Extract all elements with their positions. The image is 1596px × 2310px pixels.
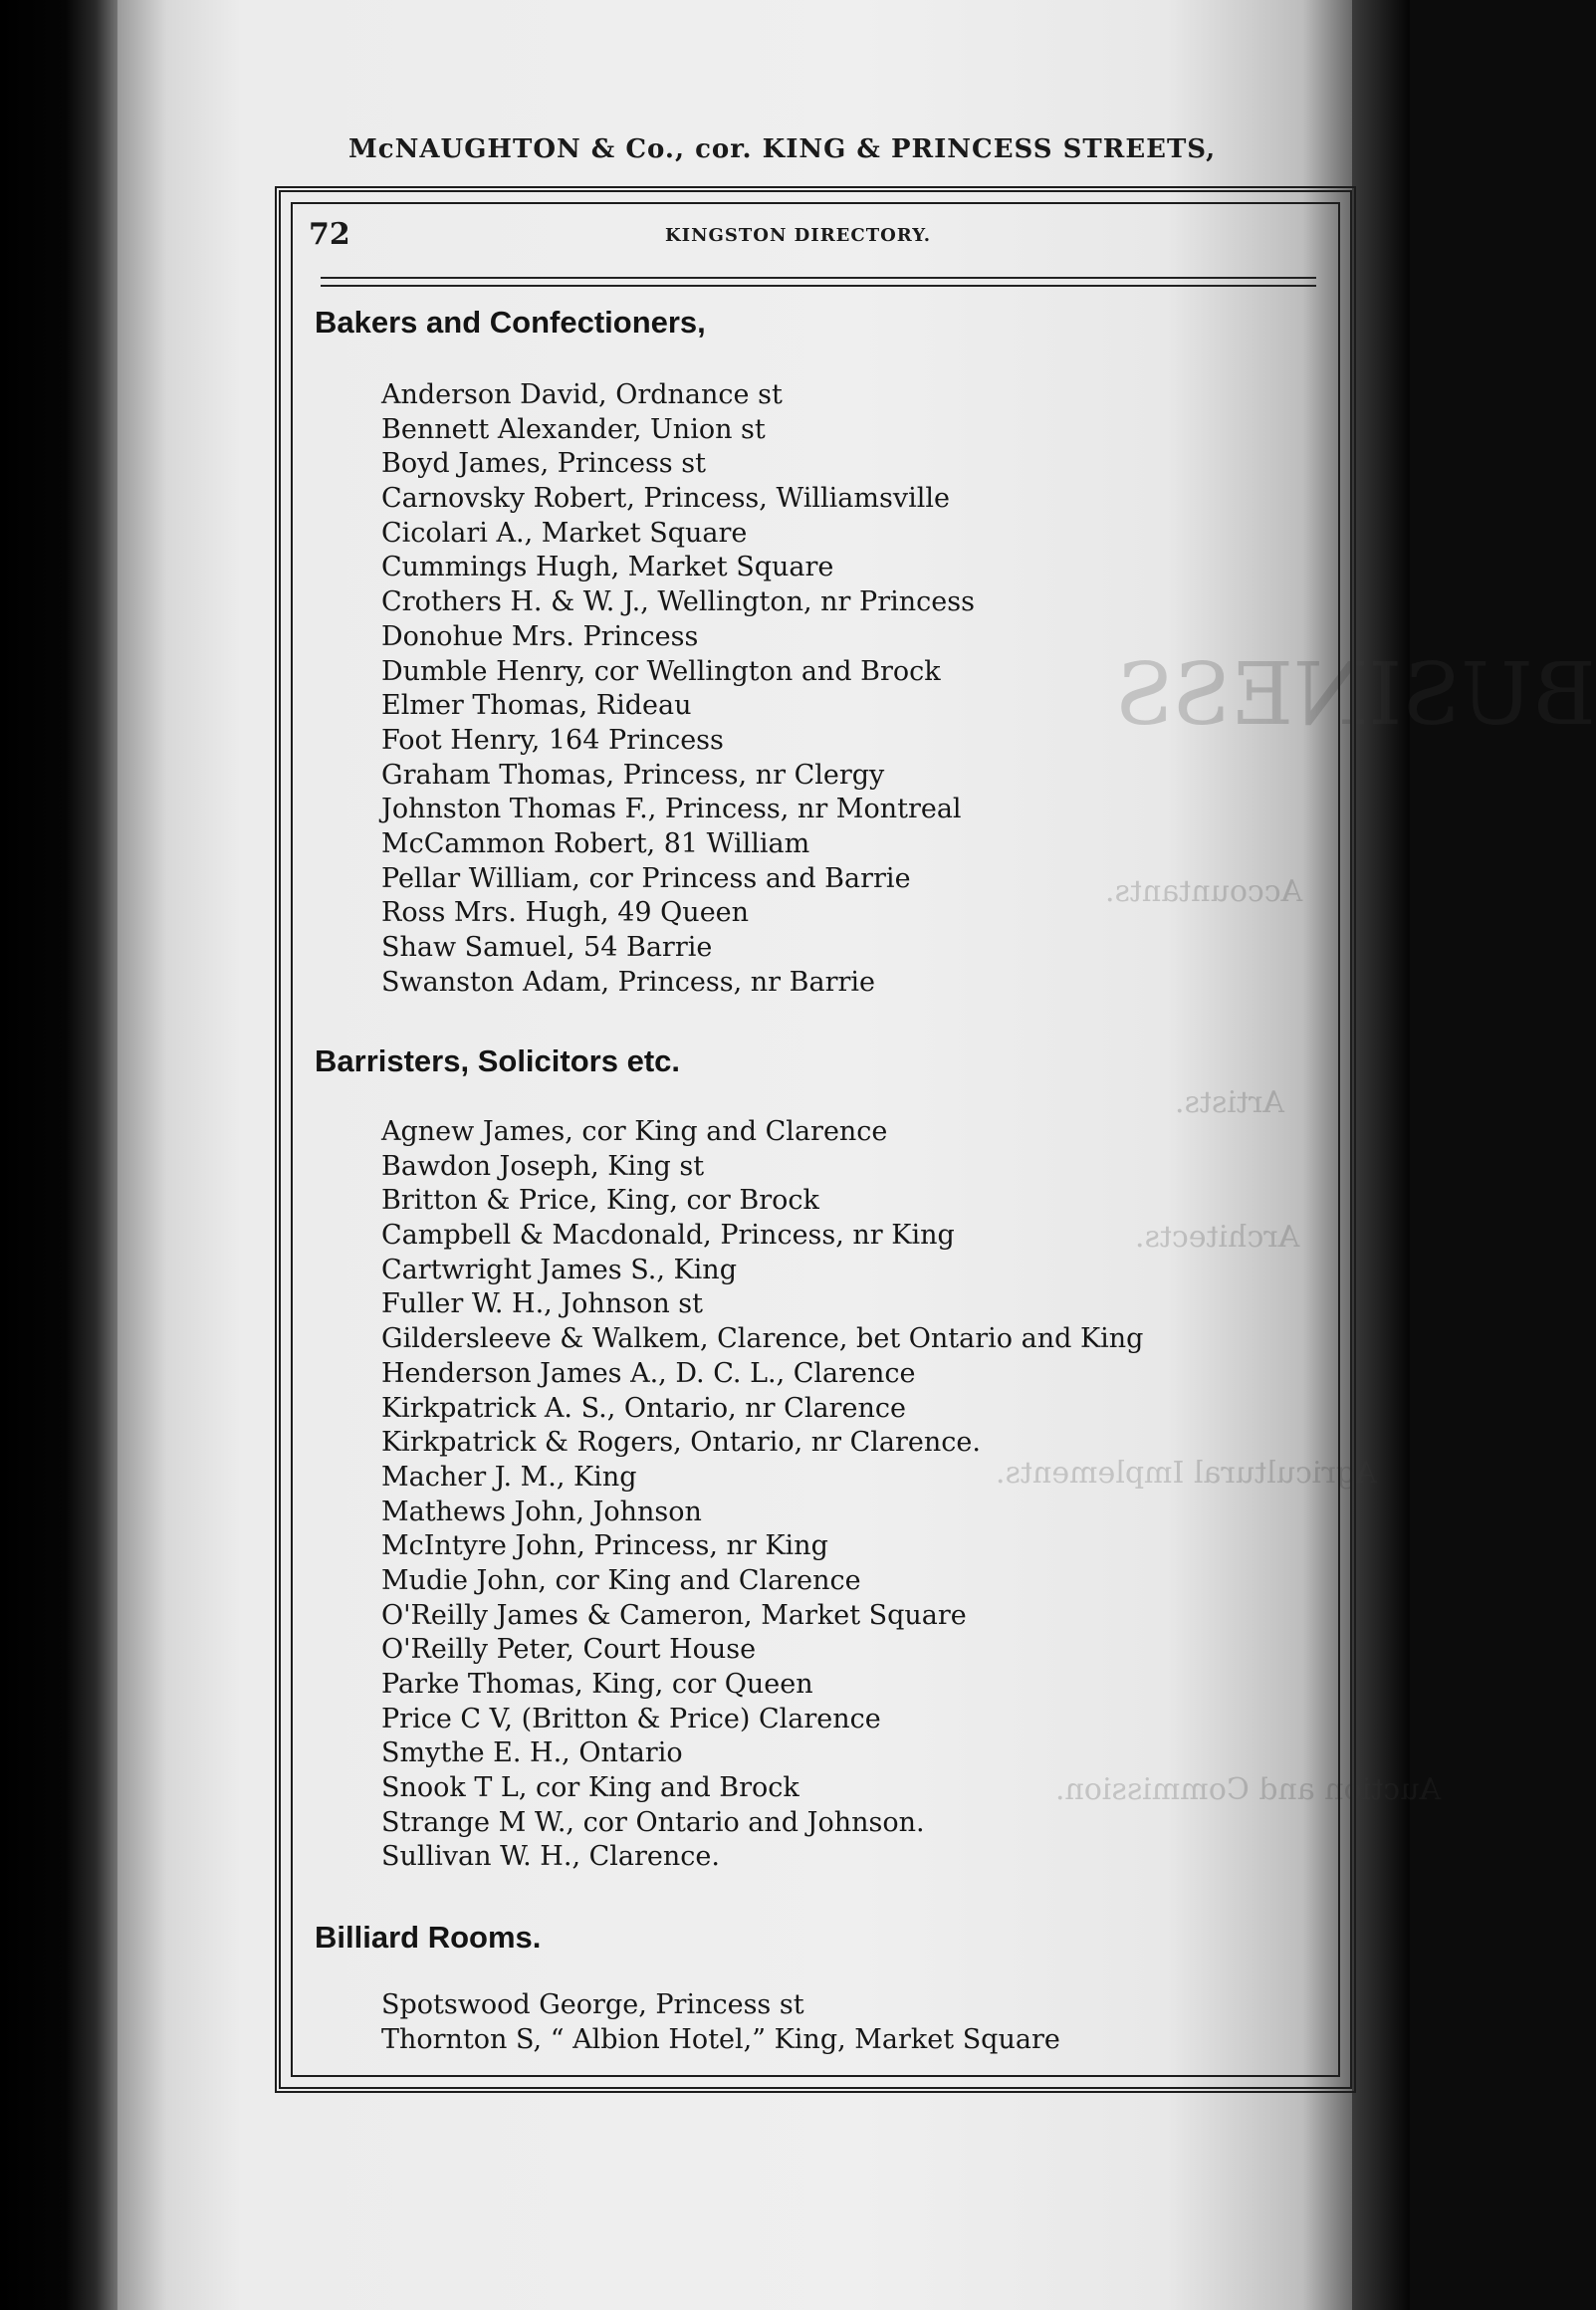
show-through-text: BUSINESS — [1115, 645, 1596, 745]
list-item: Dumble Henry, cor Wellington and Brock — [381, 655, 941, 687]
list-item: Swanston Adam, Princess, nr Barrie — [381, 966, 875, 998]
list-item: Strange M W., cor Ontario and Johnson. — [381, 1806, 925, 1838]
list-item: Price C V, (Britton & Price) Clarence — [381, 1703, 881, 1734]
list-item: Sullivan W. H., Clarence. — [381, 1841, 720, 1873]
page-edge-shadow — [1352, 0, 1410, 2310]
list-item: Crothers H. & W. J., Wellington, nr Princess — [381, 586, 975, 618]
list-item: Pellar William, cor Princess and Barrie — [381, 862, 911, 894]
list-item: Carnovsky Robert, Princess, Williamsville — [381, 483, 950, 515]
list-item: Spotswood George, Princess st — [381, 1989, 804, 2020]
list-item: O'Reilly Peter, Court House — [381, 1634, 757, 1666]
show-through-text: Accountants. — [1105, 874, 1303, 909]
list-item: Cummings Hugh, Market Square — [381, 552, 834, 583]
entry-list — [381, 378, 975, 1000]
list-item: Fuller W. H., Johnson st — [381, 1288, 703, 1320]
list-item: Graham Thomas, Princess, nr Clergy — [381, 759, 885, 791]
list-item: Henderson James A., D. C. L., Clarence — [381, 1357, 916, 1389]
list-item: Elmer Thomas, Rideau — [381, 690, 692, 722]
list-item: Bennett Alexander, Union st — [381, 413, 766, 445]
list-item: McCammon Robert, 81 William — [381, 827, 810, 859]
header-rule — [321, 277, 1316, 279]
running-head: McNAUGHTON & Co., cor. KING & PRINCESS STREETS, — [348, 134, 1217, 164]
list-item: Campbell & Macdonald, Princess, nr King — [381, 1220, 955, 1252]
list-item: Boyd James, Princess st — [381, 448, 706, 480]
section-heading: Bakers and Confectioners, — [315, 305, 706, 340]
list-item: Snook T L, cor King and Brock — [381, 1772, 799, 1804]
list-item: Mudie John, cor King and Clarence — [381, 1564, 861, 1596]
page-title: KINGSTON DIRECTORY. — [665, 225, 931, 246]
list-item: Ross Mrs. Hugh, 49 Queen — [381, 897, 750, 929]
list-item: Cartwright James S., King — [381, 1254, 737, 1285]
section-heading: Billiard Rooms. — [315, 1920, 542, 1955]
list-item: Foot Henry, 164 Princess — [381, 724, 724, 756]
show-through-text: Artists. — [1175, 1085, 1285, 1120]
page-number: 72 — [309, 217, 350, 252]
list-item: Kirkpatrick & Rogers, Ontario, nr Clarence. — [381, 1427, 981, 1459]
list-item: Mathews John, Johnson — [381, 1496, 702, 1527]
list-item: Agnew James, cor King and Clarence — [381, 1116, 888, 1147]
list-item: Donohue Mrs. Princess — [381, 620, 699, 652]
list-item: O'Reilly James & Cameron, Market Square — [381, 1599, 967, 1631]
show-through-text: Agricultural Implements. — [996, 1456, 1377, 1491]
show-through-text: Architects. — [1135, 1220, 1300, 1255]
list-item: Britton & Price, King, cor Brock — [381, 1185, 819, 1217]
entry-list — [381, 1115, 1143, 1875]
book-spine-shadow — [0, 0, 119, 2310]
list-item: Bawdon Joseph, King st — [381, 1150, 705, 1182]
list-item: Kirkpatrick A. S., Ontario, nr Clarence — [381, 1392, 906, 1424]
list-item: Smythe E. H., Ontario — [381, 1737, 683, 1769]
list-item: Macher J. M., King — [381, 1461, 637, 1493]
list-item: Johnston Thomas F., Princess, nr Montreal — [381, 794, 962, 825]
list-item: Gildersleeve & Walkem, Clarence, bet Ontario and King — [381, 1323, 1144, 1355]
list-item: Anderson David, Ordnance st — [381, 379, 783, 410]
list-item: McIntyre John, Princess, nr King — [381, 1530, 828, 1562]
section-heading: Barristers, Solicitors etc. — [315, 1043, 680, 1078]
list-item: Cicolari A., Market Square — [381, 517, 748, 549]
list-item: Shaw Samuel, 54 Barrie — [381, 932, 713, 963]
entry-list — [381, 1988, 1060, 2057]
list-item: Parke Thomas, King, cor Queen — [381, 1669, 813, 1700]
list-item: Thornton S, “ Albion Hotel,” King, Market Square — [381, 2023, 1060, 2055]
header-rule — [321, 285, 1316, 287]
show-through-text: Auction and Commission. — [1055, 1772, 1442, 1807]
